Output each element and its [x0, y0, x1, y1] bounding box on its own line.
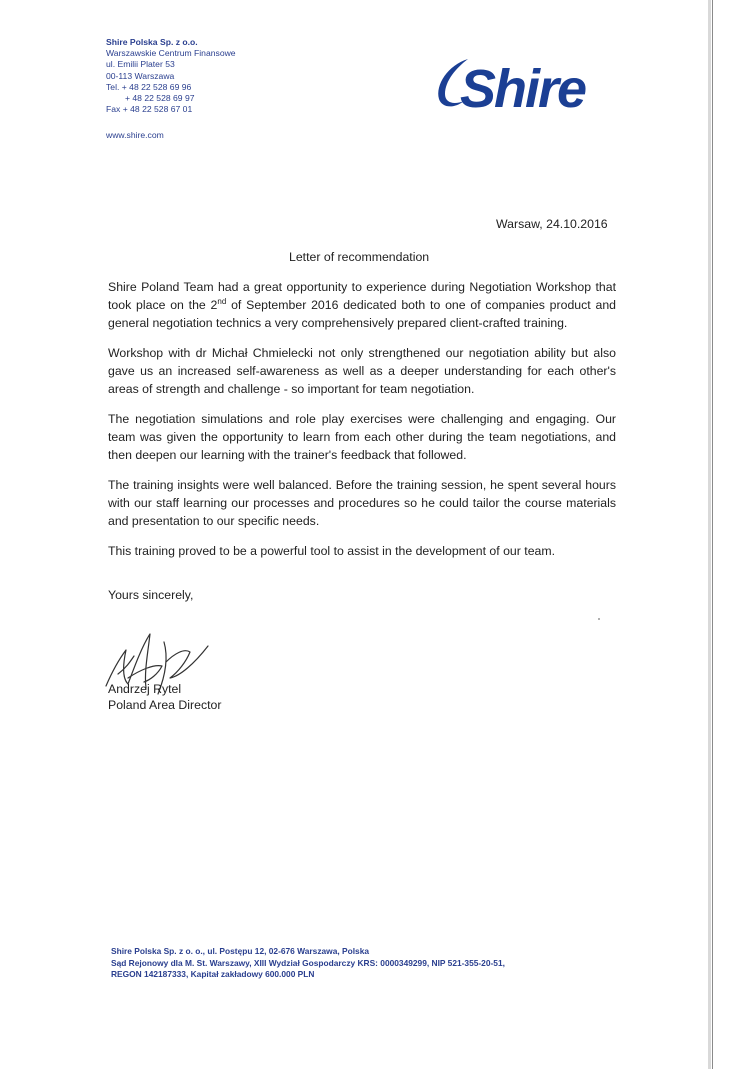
p1-text-start: Shire Poland Team had a great opportunity to experience during Negotiation Workshop that took place on the 2	[108, 280, 616, 312]
footer-registration	[111, 946, 505, 981]
body-paragraph-3: The negotiation simulations and role play exercises were challenging and engaging. Our team was given the opportunity to learn from each other during the team negotiations, and then deepen our learning with the trainer's feedback that followed.	[108, 412, 616, 462]
page-edge-line	[712, 0, 713, 1069]
sender-address-line: 00-113 Warszawa	[106, 70, 175, 81]
scan-speck	[598, 618, 600, 620]
letter-closing: Yours sincerely,	[108, 588, 194, 602]
letter-body	[108, 278, 616, 572]
sender-phone-alt: + 48 22 528 69 97	[125, 93, 195, 104]
logo-wordmark: Shire	[460, 59, 586, 114]
sender-address-block	[106, 37, 236, 142]
letter-subject: Letter of recommendation	[289, 250, 430, 264]
sender-company-name: Shire Polska Sp. z o.o.	[106, 37, 198, 47]
sender-address-line: ul. Emilii Plater 53	[106, 59, 175, 70]
p1-ordinal-suffix: nd	[217, 296, 227, 306]
page-edge-shadow	[708, 0, 711, 1069]
body-paragraph-1	[108, 278, 616, 332]
letter-date: Warsaw, 24.10.2016	[496, 217, 608, 231]
footer-line: Shire Polska Sp. z o. o., ul. Postępu 12, 02-676 Warszawa, Polska	[111, 946, 370, 956]
sender-address-line: Warszawskie Centrum Finansowe	[106, 48, 236, 59]
body-paragraph-2: Workshop with dr Michał Chmielecki not only strengthened our negotiation ability but also gave us an increased self-awareness as well as a deeper understanding for each other's areas of strength and challenge - so important for team negotiation.	[108, 346, 616, 396]
body-paragraph-5: This training proved to be a powerful tool to assist in the development of our team.	[108, 544, 556, 558]
footer-line: REGON 142187333, Kapitał zakładowy 600.000 PLN	[111, 969, 315, 979]
p1-text-end: of September 2016 dedicated both to one of companies product and general negotiation technics a very comprehensively prepared client-crafted training.	[108, 298, 617, 330]
signer-name: Andrzej Rytel	[108, 682, 182, 696]
body-paragraph-4: The training insights were well balanced. Before the training session, he spent several hours with our staff learning our processes and procedures so he could tailor the course materials and presentation to our specific needs.	[108, 478, 616, 528]
footer-line: Sąd Rejonowy dla M. St. Warszawy, XIII Wydział Gospodarczy KRS: 0000349299, NIP 521-355-20-51,	[111, 957, 505, 968]
signer-title: Poland Area Director	[108, 698, 222, 712]
shire-logo	[434, 52, 630, 114]
sender-website[interactable]: www.shire.com	[106, 130, 164, 141]
sender-phone: Tel. + 48 22 528 69 96	[106, 81, 192, 92]
sender-fax: Fax + 48 22 528 67 01	[106, 104, 193, 115]
